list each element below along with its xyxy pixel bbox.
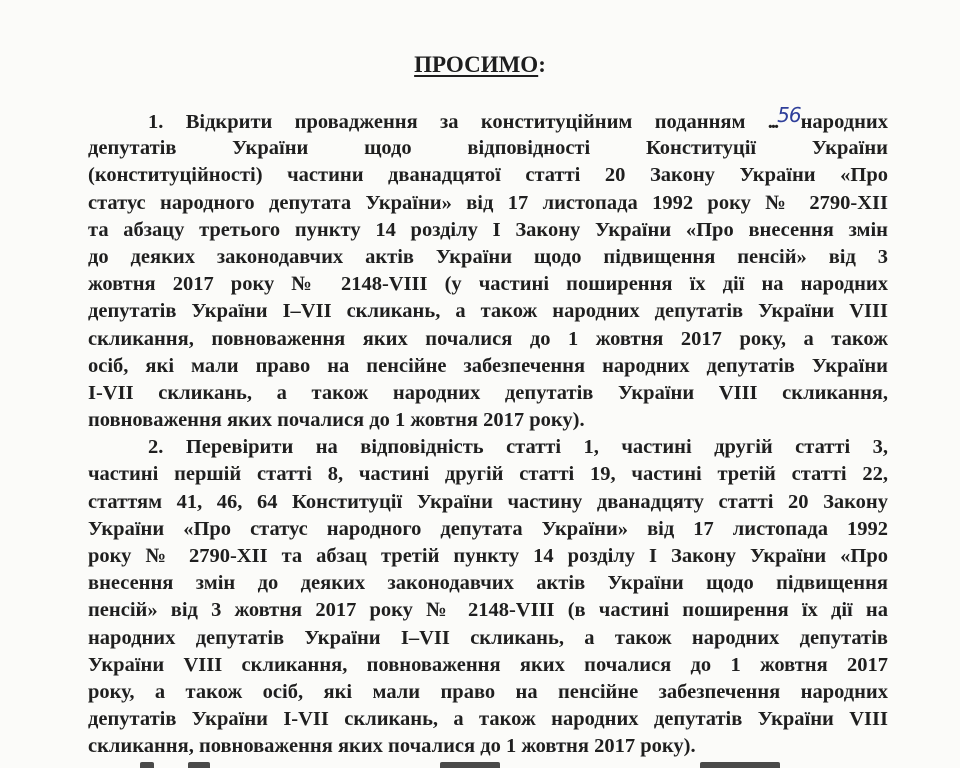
paragraph-1-line: осіб, які мали право на пенсійне забезпечення народних депутатів України <box>88 354 888 377</box>
cropped-glyph <box>700 762 780 768</box>
handwritten-number: 56 <box>777 103 801 127</box>
paragraph-1-line: депутатів України щодо відповідності Конституції України <box>88 137 888 160</box>
paragraph-1-line: до деяких законодавчих актів України щодо підвищення пенсій» від 3 <box>88 245 888 268</box>
cropped-glyph <box>440 762 500 768</box>
paragraph-1-line: жовтня 2017 року № 2148-VIII (у частині поширення їх дії на народних <box>88 273 888 296</box>
paragraph-2-line: року № 2790-XII та абзац третій пункту 14 розділу I Закону України «Про <box>88 545 888 567</box>
paragraph-1-line-1 <box>88 103 888 135</box>
cropped-glyph <box>188 762 210 768</box>
blank-dots: ... <box>767 111 778 133</box>
paragraph-1-line: скликання, повноваження яких почалися до 1 жовтня 2017 року, а також <box>88 327 888 350</box>
cropped-glyph <box>140 762 154 768</box>
paragraph-1-line-last: повноваження яких почалися до 1 жовтня 2017 року). <box>88 409 585 432</box>
paragraph-2-line: народних депутатів України I–VII скликань, а також народних депутатів <box>88 626 888 649</box>
paragraph-2-line: статтям 41, 46, 64 Конституції України частину дванадцяту статті 20 Закону <box>88 490 888 513</box>
paragraph-1-line: (конституційності) частини дванадцятої статті 20 Закону України «Про <box>88 164 888 187</box>
paragraph-1-line: та абзацу третього пункту 14 розділу I Закону України «Про внесення змін <box>88 218 888 241</box>
paragraph-1-line: I-VII скликань, а також народних депутатів України VIII скликання, <box>88 381 888 404</box>
paragraph-1-lead-end: народних <box>800 111 888 133</box>
paragraph-2-line: року, а також осіб, які мали право на пенсійне забезпечення народних <box>88 680 888 703</box>
document-heading <box>0 52 960 78</box>
heading-text: ПРОСИМО <box>414 52 539 77</box>
paragraph-2-line: частині першій статті 8, частині другій статті 19, частині третій статті 22, <box>88 463 888 486</box>
paragraph-2-line-1: 2. Перевірити на відповідність статті 1, частині другій статті 3, <box>148 436 888 459</box>
document-body <box>88 103 888 761</box>
paragraph-1-lead: 1. Відкрити провадження за конституційним поданням <box>148 111 768 133</box>
paragraph-1-line: статус народного депутата України» від 17 листопада 1992 року № 2790-XII <box>88 191 888 214</box>
heading-colon: : <box>538 52 546 77</box>
paragraph-2-line: України «Про статус народного депутата України» від 17 листопада 1992 <box>88 517 888 540</box>
paragraph-2-line: України VIII скликання, повноваження яких почалися до 1 жовтня 2017 <box>88 653 888 676</box>
paragraph-2-line-last: скликання, повноваження яких почалися до 1 жовтня 2017 року). <box>88 735 696 758</box>
paragraph-2-line: пенсій» від 3 жовтня 2017 року № 2148-VIII (в частині поширення їх дії на <box>88 599 888 622</box>
paragraph-2-line: депутатів України I-VII скликань, а також народних депутатів України VIII <box>88 708 888 731</box>
cropped-next-line <box>140 752 860 768</box>
paragraph-1-line: депутатів України I–VII скликань, а також народних депутатів України VIII <box>88 300 888 323</box>
paragraph-2-line: внесення змін до деяких законодавчих актів України щодо підвищення <box>88 572 888 595</box>
